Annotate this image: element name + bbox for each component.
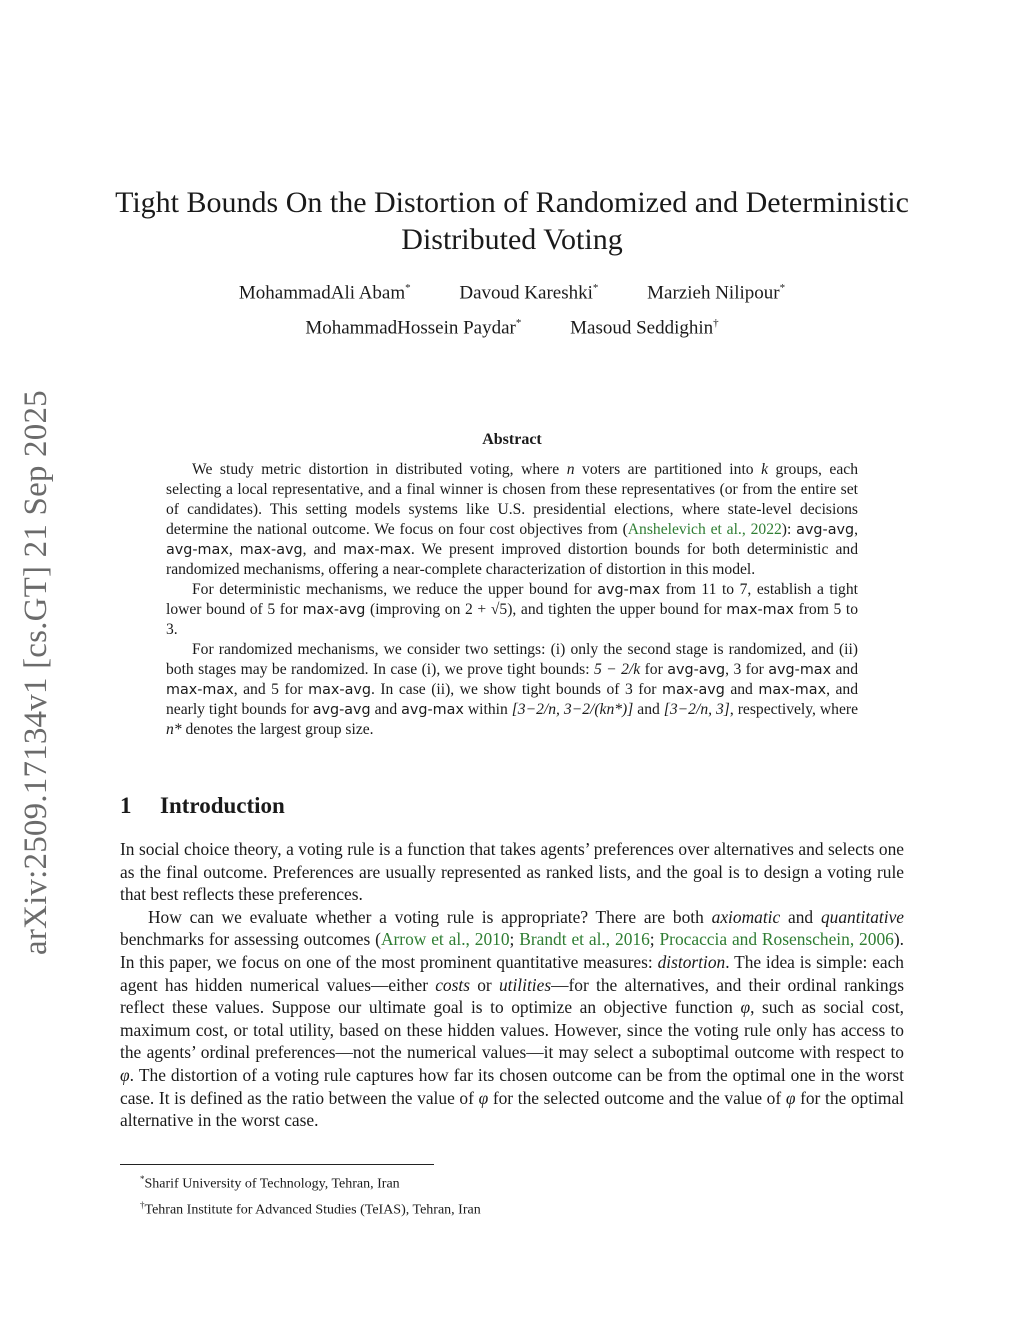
author: Davoud Kareshki* (459, 282, 599, 304)
section-heading (120, 793, 285, 819)
footnote: *Sharif University of Technology, Tehran, Iran (140, 1174, 400, 1192)
abstract-paragraph: For randomized mechanisms, we consider two settings: (i) only the second stage is randomized, and (ii) both stages may be randomized. In case (i), we prove tight bounds: 5 − 2/k for avg-avg, 3 for avg-max and max-max, and 5 for max-avg. In case (ii), we show tight bounds of 3 for max-avg and max-max, and nearly tight bounds for avg-avg and avg-max within [3−2/n, 3−2/(kn*)] and [3−2/n, 3], respectively, where n* denotes the largest group size. (166, 641, 859, 738)
abstract-paragraph: We study metric distortion in distributed voting, where n voters are partitioned into k groups, each selecting a local representative, and a final winner is chosen from these representatives (or from the entire set of candidates). This setting models systems like U.S. presidential elections, where state-level decisions determine the national outcome. We focus on four cost objectives from (Anshelevich et al., 2022): avg-avg, avg-max, max-avg, and max-max. We present improved distortion bounds for both deterministic and randomized mechanisms, offering a near-complete characterization of distortion in this model. (166, 461, 859, 578)
author-list-row-2 (100, 317, 924, 339)
author: Marzieh Nilipour* (647, 282, 786, 304)
body-paragraph: How can we evaluate whether a voting rule is appropriate? There are both axiomatic and quantitative benchmarks for assessing outcomes (Arrow et al., 2010; Brandt et al., 2016; Procaccia and Rosenschein, 2006). In this paper, we focus on one of the most prominent quantitative measures: distortion. The idea is simple: each agent has hidden numerical values—either costs or utilities—for the alternatives, and their ordinal rankings reflect these values. Suppose our ultimate goal is to optimize an objective function φ, such as social cost, maximum cost, or total utility, based on these hidden values. However, since the voting rule only has access to the agents’ ordinal preferences—not the numerical values—it may select a suboptimal outcome with respect to φ. The distortion of a voting rule captures how far its chosen outcome can be from the optimal one in the worst case. It is defined as the ratio between the value of φ for the selected outcome and the value of φ for the optimal alternative in the worst case. (120, 906, 905, 1131)
section-title: Introduction (160, 793, 285, 818)
author: MohammadAli Abam* (238, 282, 411, 304)
abstract-body (166, 460, 858, 740)
section-number: 1 (120, 793, 132, 818)
footnote-divider (120, 1164, 434, 1165)
citation-link[interactable]: Brandt et al., 2016 (519, 929, 650, 950)
paper-title: Tight Bounds On the Distortion of Randomized and Deterministic Distributed Voting (115, 186, 909, 256)
abstract-paragraph: For deterministic mechanisms, we reduce the upper bound for avg-max from 11 to 7, establish a tight lower bound of 5 for max-avg (improving on 2 + √5), and tighten the upper bound for max-max from 5 to 3. (166, 581, 859, 638)
author: Masoud Seddighin† (570, 317, 719, 339)
citation-link[interactable]: Procaccia and Rosenschein, 2006 (659, 929, 894, 950)
author: MohammadHossein Paydar* (305, 317, 522, 339)
citation-link[interactable]: Anshelevich et al., 2022 (627, 521, 782, 538)
introduction-body (120, 838, 904, 1132)
body-paragraph: In social choice theory, a voting rule is a function that takes agents’ preferences over alternatives and selects one as the final outcome. Preferences are usually represented as ranked lists, and the goal is to design a voting rule that best reflects these preferences. (120, 839, 904, 905)
footnote: †Tehran Institute for Advanced Studies (TeIAS), Tehran, Iran (140, 1199, 481, 1218)
citation-link[interactable]: Arrow et al., 2010 (380, 929, 510, 950)
arxiv-identifier: arXiv:2509.17134v1 [cs.GT] 21 Sep 2025 (18, 390, 54, 955)
footnotes (140, 1169, 481, 1220)
author-list-row-1 (100, 282, 924, 304)
abstract-heading: Abstract (482, 431, 542, 448)
